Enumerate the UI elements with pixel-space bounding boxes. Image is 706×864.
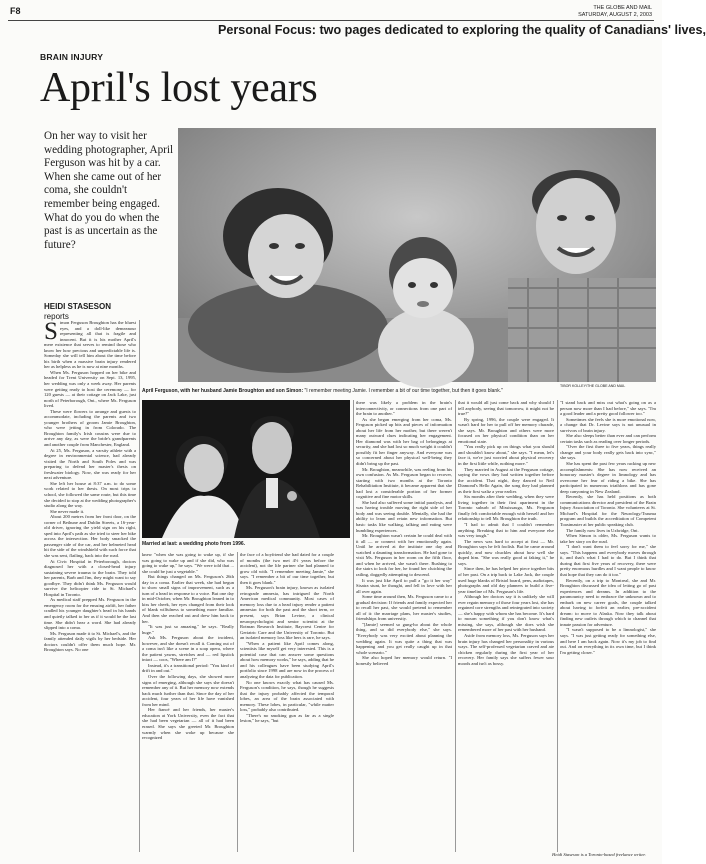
paragraph: The news was hard to accept at first — Mr. Broughton says he felt foolish. But he came around quickly, and now chuckles about how well she duped him. "She was really good at faking it," he says. bbox=[458, 538, 554, 566]
author-tagline: Heidi Staseson is a Toronto-based freelance writer. bbox=[552, 852, 646, 857]
paragraph: She also sleeps better than ever and can perform certain tasks such as reading over longer periods. bbox=[560, 433, 656, 444]
paragraph: "When a patient like April comes along, scientists like myself get very interested. This is a potential case that can answer some questions about how memory works," he says, adding that he and his colleagues have been studying April's portfolio since 1998 and are now in the process of analyzing the data for publication. bbox=[240, 640, 334, 680]
paragraph: "Over the first three to five years, things really change and your body really gets back into sync," she says. bbox=[560, 444, 656, 461]
paragraph: When Ms. Ferguson hopped on her bike and headed for Trent University on Sept. 13, 1995, her wedding was only a week away. Her parents were getting ready to host the ceremony — for 120 guests — at their cottage on Jack Lake, just north of Peterborough, Ont., where Ms. Ferguson lived. bbox=[44, 369, 136, 409]
paragraph: It was just like April to pull a "go it her way" Sisatra stunt, he thought, and fell in love with her all over again. bbox=[356, 577, 452, 594]
article-column-6 bbox=[560, 400, 656, 848]
paragraph: At Civic Hospital in Peterborough, doctors diagnosed her with a closed-head injury sustaining severe trauma to the brain. They told her parents, Barb and Jim, they might want to say goodbye. They didn't think Ms. Ferguson would survive the helicopter ride to St. Michael's Hospital in Toronto. bbox=[44, 558, 136, 597]
paragraph: These were flowers to arrange and guests to accommodate, including the parents and two younger brothers of groom Jamie Broughton, who were jetting in from Colorado. The Broughton family's Irish cousins were due to arrive any day, as were the bride's grandparents and another couple from Manchester, England. bbox=[44, 408, 136, 448]
paragraph: that it would all just come back and why should I tell anybody, seeing that tomorrow, it might not be true?" bbox=[458, 400, 554, 417]
article-column-4 bbox=[356, 400, 452, 852]
paragraph: She left her house at 8:37 a.m. to do some work related to her thesis. On most trips to school, she followed the same route, but this time she decided to stop at the wedding photographer's studio along the way. bbox=[44, 480, 136, 509]
paragraph: Mr. Broughton, meanwhile, was reeling from his own confusion. As Ms. Ferguson began to recover, starting with two months at the Toronto Rehabilitation Institute, it became apparent that she had lost a considerable portion of her former cognitive and fine motor skills. bbox=[356, 466, 452, 500]
photo-caption bbox=[142, 388, 662, 394]
paragraph: "I had to admit that I couldn't remember anything. Breaking that to him and everyone else was very tough." bbox=[458, 522, 554, 539]
paragraph: knew "when she was going to wake up, if she was going to wake up and if she did, who was going to wake up," he says. "We were told that ... she could be just a vegetable." bbox=[142, 552, 234, 574]
top-rule bbox=[8, 20, 654, 21]
paragraph: "You really pick up on things what you should and shouldn't know about," she says. "I mean, let's face it, we're just worried about physical recovery in the first little while, nothing more." bbox=[458, 444, 554, 467]
paragraph-text: imon Ferguson Broughton has the bluest eyes, and a doll-like demeanour representing all that is fragile and innocent. But it is his mother April's mere existence that serves to remind those who know her how precious and unpredictable life is. Someday she will tell him about the time before his birth when a massive brain injury rendered her as helpless as he is now at nine months. bbox=[44, 320, 136, 370]
masthead-info bbox=[578, 5, 652, 18]
paragraph: They married in August at the Ferguson cottage, saying the vows they had written together before the accident. That night, they danced to Neil Diamond's Hello Again, the song they had planned as their first waltz a year earlier. bbox=[458, 466, 554, 494]
byline-role: reports bbox=[44, 312, 69, 321]
paragraph: "I stand back and miss out what's going on as a person now more than I had before," she says. "I'm a good leader and a pretty good follower too." bbox=[560, 400, 656, 417]
paragraph: No one knows exactly what has caused Ms. Ferguson's condition, he says, though he suggests that the injury probably affected the temporal lobes, an area of the brain associated with memory. These lobes, in particular, "while matter loss," probably also contributed. bbox=[240, 679, 334, 713]
paragraph: She also hoped her memory would return. "I honestly believed bbox=[356, 655, 452, 666]
paragraph bbox=[44, 320, 136, 370]
paragraph: When Simon is older, Ms. Ferguson wants to take her story on the road. bbox=[560, 533, 656, 544]
wedding-photo bbox=[142, 400, 350, 538]
wedding-caption: Married at last: a wedding photo from 1996. bbox=[142, 541, 246, 547]
paragraph: there was likely a problem in the brain's interconnectivity, or connections from one part of the brain to another." bbox=[356, 400, 452, 417]
paragraph: Instead, it's a transitional period: "You kind of drift in and out." bbox=[142, 662, 234, 674]
column-rule bbox=[353, 400, 354, 852]
paragraph: But things changed on Ms. Ferguson's 26th day in a coma. Earlier that week, she had begun to show small signs of improvement, such as a turn of a head in response to a voice. But one day in mid-October, when Mr. Broughton leaned in to kiss her cheek, her eyes changed from their look of blank wilfulness to something more familiar. And then she reached out and drew him back to her. bbox=[142, 574, 234, 624]
article-column-2 bbox=[142, 552, 234, 852]
paragraph: "I wasn't supposed to be a limnologist," she says. "I was just getting ready for something else, and here I am back again. Now it's my job to find out. And on everything in its own time, but I think I'm getting closer." bbox=[560, 627, 656, 655]
column-rule bbox=[455, 400, 456, 852]
paragraph: As she began emerging from her coma, Ms. Ferguson picked up bits and pieces of information about her life from her mother, but there weren't many outward clues indicating her engagement. Her diamond was with her bag of belongings at security, and she had lost so much weight it couldn't possibly fit her finger anyway. And everyone was so concerned about her physical well-being they didn't bring up the past. bbox=[356, 416, 452, 467]
paragraph: As medical staff prepped Ms. Ferguson in the emergency room for the ensuing airlift, her father cradled his younger daughter's head in his hands and quietly talked to her as if it would be the last time. She didn't hear a word. She had already slipped into a coma. bbox=[44, 597, 136, 631]
paragraph: She never made it. bbox=[50, 508, 85, 514]
paragraph: Her fiancé and her friends, her master's education at York University, even the fact that she had been vegetarian — all of it had been erased. She says she greeted Mr. Broughton warmly when she woke up because she recognized bbox=[142, 707, 234, 741]
paragraph: Six months after their wedding, when they were living together in their first apartment in the Toronto suburb of Mississauga, Ms. Ferguson finally felt comfortable enough with herself and her relationship to tell Mr. Broughton the truth. bbox=[458, 494, 554, 522]
paper-name: THE GLOBE AND MAIL bbox=[593, 5, 652, 11]
paragraph: The family now lives in Uxbridge, Ont. bbox=[566, 527, 639, 533]
family-photo-image bbox=[178, 128, 656, 382]
section-kicker: BRAIN INJURY bbox=[40, 52, 104, 62]
column-rule bbox=[557, 400, 558, 852]
wedding-photo-image bbox=[142, 400, 350, 538]
paragraph: Some time around then, Ms. Ferguson came to a gradual decision: If friends and family expected her to recall her past, she would pretend to remember all of it: the marriage plans, her master's studies, friendships from university. bbox=[356, 594, 452, 622]
column-rule bbox=[139, 320, 140, 852]
issue-date: SATURDAY, AUGUST 2, 2003 bbox=[578, 11, 652, 18]
paragraph: About 200 metres from her front door, on the corner of Bethune and Dublin Streets, a 16-year-old driver, ignoring the yield sign on his right, sped into April's path as she tried to steer her bike across the intersection. Her body smacked the passenger side of the car, and her helmeted head hit the side of the windshield with such force that she was sent, flailing, back into the road. bbox=[44, 514, 136, 558]
paragraph: Since then, he has helped her piece together bits of her past. On a trip back to Lake Jack, the couple used huge blanks of Bristol board, pens, audiotapes, photographs and old day planners to build a five-year timeline of Ms. Ferguson's life. bbox=[458, 566, 554, 594]
page-folio: F8 bbox=[10, 6, 21, 16]
paragraph: Mr. Broughton wasn't certain he could deal with it all — or connect with her emotionally again. Until he arrived at the institute one day and watched a daunting transformation. He had gone to visit Ms. Ferguson in her room on the fifth floor, and when he arrived, she wasn't there. Rushing to the stairs to look for her, he found her clutching the railing, doggedly attempting to descend. bbox=[356, 533, 452, 577]
paragraph: Over the following days, she showed more signs of emerging, although she says she doesn't remember any of it. But her memory now extends back much further than that. Since the day of her accident, four years of her life have vanished from her mind. bbox=[142, 674, 234, 707]
section-banner: Personal Focus: two pages dedicated to exploring the quality of Canadians' lives, bbox=[218, 23, 706, 37]
column-rule bbox=[237, 552, 238, 852]
photo-credit: TIBOR KOLLEY/THE GLOBE AND MAIL bbox=[560, 384, 626, 388]
paragraph: By spring, 1996, the couple were engaged. It wasn't hard for her to pull off her memory charade, she says. Mr. Broughton and others were more focused on her physical condition than on her emotional state. bbox=[458, 416, 554, 444]
paragraph: Ms. Ferguson's brain injury, known as isolated retrograde amnesia, has intrigued the North American medical community. Most cases of memory loss due to a head injury render a patient amnesiac for both the past and the short term, or present, says Brian Levine, a clinical neuropsychologist and senior scientist at the Rotman Research Institute, Baycrest Centre for Geriatric Care and the University of Toronto. But an isolated memory loss like hers is rare, he says. bbox=[240, 585, 334, 641]
paragraph: She had also suffered some initial paralysis, and was having trouble moving the right side of her body and was seeing double. Mentally, she had the ability to learn and retain new information. But basic tasks like walking, talking and eating were humbling experiences. bbox=[356, 499, 452, 533]
paragraph: She has spent the past few years racking up new accomplishments: She has now received an honorary master's degree in limnology and has overcome her fear of riding a bike. She has participated in numerous triathlons and has gone deep canyoning in New Zealand. bbox=[560, 461, 656, 494]
article-column-5 bbox=[458, 400, 554, 852]
byline-name: HEIDI STASESON bbox=[44, 302, 111, 311]
photo-caption-lead: April Ferguson, with her husband Jamie Broughton and son Simon: bbox=[142, 388, 304, 394]
paragraph: At 25, Ms. Ferguson, a varsity athlete with a degree in environmental science, had already visited the North and South Poles and was preparing to defend her master's thesis on freshwater biology. Now, she was ready for her next adventure. bbox=[44, 447, 136, 481]
paragraph: "[Jamie] seemed so gung-ho about the whole thing, and so did everybody else," she says. "Everybody was very excited about planning the wedding again. It was quite a thing that was happening and you get really caught up in that whole scenario." bbox=[356, 621, 452, 655]
paragraph: "It was just so amazing," he says. "Really huge." bbox=[142, 624, 234, 635]
paragraph: "There's no smoking gun as far as a single lesion," he says, "but bbox=[240, 712, 334, 724]
headline: April's lost years bbox=[40, 65, 318, 111]
article-column-1 bbox=[44, 320, 136, 852]
paragraph: "I don't want them to feel sorry for me," she says. "This happens and everybody moves through it, and that's what I had to do. But I think that during that first five years of recovery, there were pretty enormous hurdles and I want people to know that hope that they can do it too." bbox=[560, 544, 656, 577]
paragraph: Ask Ms. Ferguson about the incident, however, and she doesn't recall it. Coming out of a coma isn't like a scene in a soap opera, where the patient yawns, stretches and — red lipstick intact — coos, "Where am I?" bbox=[142, 635, 234, 663]
paragraph: Recently, she has held positions as both communications director and president of the Brain Injury Association of Toronto. She volunteers at St. Michael's Hospital for the Neurology/Trauma program and builds the accreditation of Competent Toastmaster at her public speaking club. bbox=[560, 494, 656, 528]
deck: On her way to visit her wedding photographer, April Ferguson was hit by a car. When she came out of her coma, she couldn't remember being engaged. What do you do when the past is as uncertain as the future? bbox=[44, 130, 174, 251]
photo-caption-text: "I remember meeting Jamie. I remember a bit of our time together, but then it goes blank." bbox=[303, 388, 503, 394]
paragraph: Although her doctors say it is unlikely she will ever regain memory of those four years lost, she has regained core strengths and reintegrated into society — she's happy with whom she has become. It's hard to mourn something if you don't know what's missing, she says, although she does wish she remembered more of her past with her husband. bbox=[458, 594, 554, 633]
paragraph: Aside from memory loss, Ms. Ferguson says her brain injury has changed her personality in various ways. The self-professed vegetarian craved and ate chicken regularly during the first year of her recovery. Her family says she suffers fewer sour moods and isn't as bossy. bbox=[458, 632, 554, 666]
paragraph: Recently, on a trip to Montreal, she and Mr. Broughton discussed the idea of letting go of past experiences and dreams. In addition to the paramountcy need to embrace the unknown and to embark on new career goals, the couple talked about having to forfeit an earlier, pre-accident dream: to move to Alaska. Now they talk about finding new outlets through which to channel that innate passion for adventure. bbox=[560, 577, 656, 627]
paragraph: Ms. Ferguson made it to St. Michael's, and the family attended daily vigils by her bedside. Her doctors couldn't offer them much hope. Mr. Broughton says. No one bbox=[44, 630, 136, 653]
paragraph: Sometimes she feels she is more emotional now, a change that Dr. Levine says is not unusual in survivors of brain injury. bbox=[560, 416, 656, 433]
dropcap: S bbox=[44, 318, 58, 345]
family-photo bbox=[178, 128, 656, 382]
paragraph: the face of a boyfriend she had dated for a couple of months (the two met 4½ years before the accident), not the life partner she had planned to grow old with. "I remember meeting Jamie," she says. "I remember a bit of our time together, but then it goes blank." bbox=[240, 552, 334, 585]
article-column-3 bbox=[240, 552, 334, 852]
